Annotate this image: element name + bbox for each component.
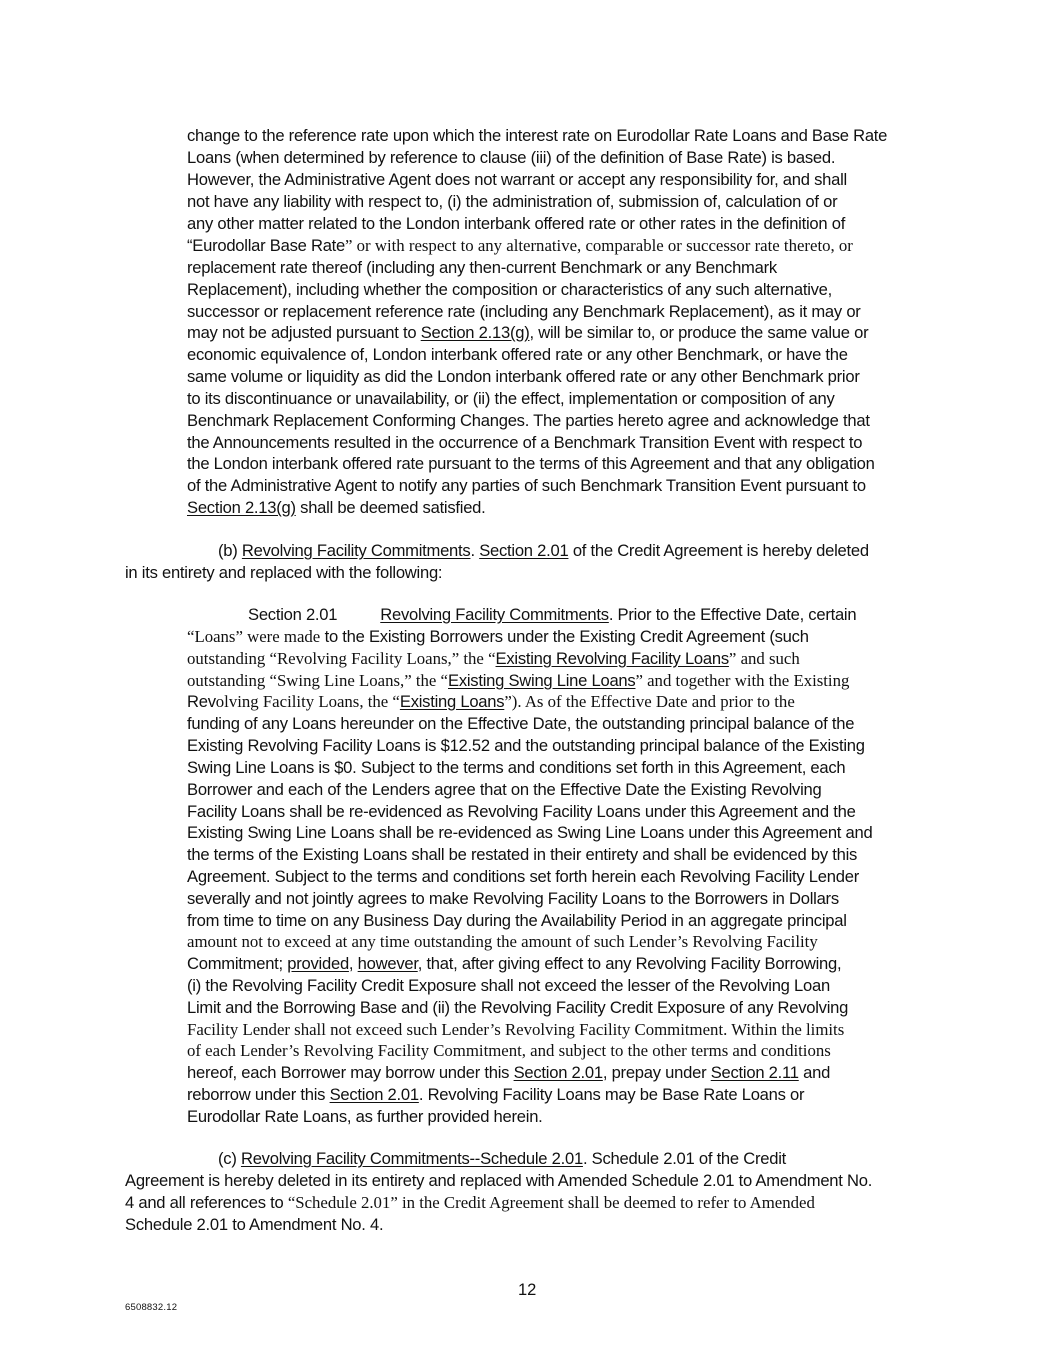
text-line: Section 2.13(g) shall be deemed satisfied. — [187, 498, 486, 517]
text-line: may not be adjusted pursuant to Section 2.13(g), will be similar to, or produce the same value or — [187, 323, 869, 342]
text-line: (b) Revolving Facility Commitments. Section 2.01 of the Credit Agreement is hereby deleted — [218, 541, 869, 560]
section-number: Section 2.01 — [248, 605, 338, 624]
section-reference-link[interactable]: Section 2.01 — [329, 1085, 419, 1104]
text-line: Revolving Facility Loans, the “Existing Loans”). As of the Effective Date and prior to the — [187, 692, 795, 711]
section-reference-link[interactable]: Section 2.01 — [479, 541, 569, 560]
text-line: severally and not jointly agrees to make Revolving Facility Loans to the Borrowers in Dollars — [187, 889, 839, 908]
section-reference-link[interactable]: Section 2.13(g) — [187, 498, 296, 517]
heading-schedule-2-01: Revolving Facility Commitments--Schedule 2.01 — [240, 1149, 583, 1168]
text-line: outstanding “Swing Line Loans,” the “Existing Swing Line Loans” and together with the Existing — [187, 671, 850, 690]
text-line: Benchmark Replacement Conforming Changes. The parties hereto agree and acknowledge that — [187, 411, 870, 430]
text-line: replacement rate thereof (including any then-current Benchmark or any Benchmark — [187, 258, 777, 277]
text-line: not have any liability with respect to, (i) the administration of, submission of, calculation of or — [187, 192, 838, 211]
text-line: reborrow under this Section 2.01. Revolving Facility Loans may be Base Rate Loans or — [187, 1085, 805, 1104]
text-line: Swing Line Loans is $0. Subject to the terms and conditions set forth in this Agreement, each — [187, 758, 846, 777]
text-line: funding of any Loans hereunder on the Effective Date, the outstanding principal balance of the — [187, 714, 855, 733]
text-line: the Announcements resulted in the occurrence of a Benchmark Transition Event with respect to — [187, 433, 863, 452]
section-reference-link[interactable]: Section 2.11 — [710, 1063, 799, 1082]
text-line: Replacement), including whether the composition or characteristics of any such alternative, — [187, 280, 833, 299]
text-line: Commitment; provided, however, that, after giving effect to any Revolving Facility Borrowing, — [187, 954, 842, 973]
emphasis-however: however — [357, 954, 418, 973]
text-line: Schedule 2.01 to Amendment No. 4. — [125, 1215, 384, 1234]
text-line: Limit and the Borrowing Base and (ii) the Revolving Facility Credit Exposure of any Revolving — [187, 998, 849, 1017]
defined-term: Existing Revolving Facility Loans — [495, 649, 729, 668]
section-heading: Revolving Facility Commitments — [380, 605, 609, 624]
text-line: outstanding “Revolving Facility Loans,” the “Existing Revolving Facility Loans” and such — [187, 649, 800, 668]
text-line: Facility Lender shall not exceed such Lender’s Revolving Facility Commitment. Within the limits — [187, 1020, 845, 1039]
page-number: 12 — [518, 1281, 537, 1299]
text-line: However, the Administrative Agent does not warrant or accept any responsibility for, and shall — [187, 170, 847, 189]
section-reference-link[interactable]: Section 2.13(g) — [420, 323, 530, 342]
text-line: (c) Revolving Facility Commitments--Schedule 2.01. Schedule 2.01 of the Credit — [218, 1149, 787, 1168]
text-line: “Loans” were made to the Existing Borrowers under the Existing Credit Agreement (such — [187, 627, 809, 646]
text-line: of each Lender’s Revolving Facility Commitment, and subject to the other terms and conditions — [187, 1041, 831, 1060]
text-line: of the Administrative Agent to notify any parties of such Benchmark Transition Event pursuant to — [187, 476, 866, 495]
document-id: 6508832.12 — [125, 1302, 178, 1313]
text-line: “Eurodollar Base Rate” or with respect to any alternative, comparable or successor rate thereto, or — [187, 236, 853, 255]
text-line: to its discontinuance or unavailability, or (ii) the effect, implementation or composition of any — [187, 389, 835, 408]
text-line: Borrower and each of the Lenders agree that on the Effective Date the Existing Revolving — [187, 780, 822, 799]
text-line: Agreement is hereby deleted in its entirety and replaced with Amended Schedule 2.01 to Amendment No. — [125, 1171, 873, 1190]
text-line: hereof, each Borrower may borrow under this Section 2.01, prepay under Section 2.11 and — [187, 1063, 831, 1082]
text-line: Agreement. Subject to the terms and conditions set forth herein each Revolving Facility Lender — [187, 867, 859, 886]
text-line: Eurodollar Rate Loans, as further provided herein. — [187, 1107, 543, 1126]
section-reference-link[interactable]: Section 2.01 — [513, 1063, 603, 1082]
defined-term: Existing Swing Line Loans — [448, 671, 636, 690]
text-line: amount not to exceed at any time outstanding the amount of such Lender’s Revolving Facility — [187, 932, 818, 951]
defined-term: Existing Loans — [399, 692, 505, 711]
text-line: the London interbank offered rate pursuant to the terms of this Agreement and that any obligation — [187, 454, 875, 473]
text-line: (i) the Revolving Facility Credit Exposure shall not exceed the lesser of the Revolving Loan — [187, 976, 830, 995]
text-line: successor or replacement reference rate (including any Benchmark Replacement), as it may or — [187, 302, 861, 321]
text-line: Section 2.01 Revolving Facility Commitments. Prior to the Effective Date, certain — [248, 605, 857, 624]
text-line: the terms of the Existing Loans shall be restated in their entirety and shall be evidenced by this — [187, 845, 858, 864]
heading-revolving-facility-commitments: Revolving Facility Commitments — [241, 541, 471, 560]
text-line: Loans (when determined by reference to clause (iii) of the definition of Base Rate) is based. — [187, 148, 836, 167]
text-line: Existing Revolving Facility Loans is $12.52 and the outstanding principal balance of the Existing — [187, 736, 865, 755]
text-line: Facility Loans shall be re-evidenced as Revolving Facility Loans under this Agreement and the — [187, 802, 856, 821]
text-line: Existing Swing Line Loans shall be re-evidenced as Swing Line Loans under this Agreement and — [187, 823, 873, 842]
text-line: 4 and all references to “Schedule 2.01” in the Credit Agreement shall be deemed to refer to Amended — [125, 1193, 815, 1212]
emphasis-provided: provided — [287, 954, 349, 973]
text-line: economic equivalence of, London interbank offered rate or any other Benchmark, or have the — [187, 345, 848, 364]
text-line: change to the reference rate upon which the interest rate on Eurodollar Rate Loans and Base Rate — [187, 126, 888, 145]
text-line: from time to time on any Business Day during the Availability Period in an aggregate principal — [187, 911, 847, 930]
text-line: any other matter related to the London interbank offered rate or other rates in the definition of — [187, 214, 846, 233]
text-line: in its entirety and replaced with the following: — [125, 563, 443, 582]
text-line: same volume or liquidity as did the London interbank offered rate or any other Benchmark prior — [187, 367, 860, 386]
